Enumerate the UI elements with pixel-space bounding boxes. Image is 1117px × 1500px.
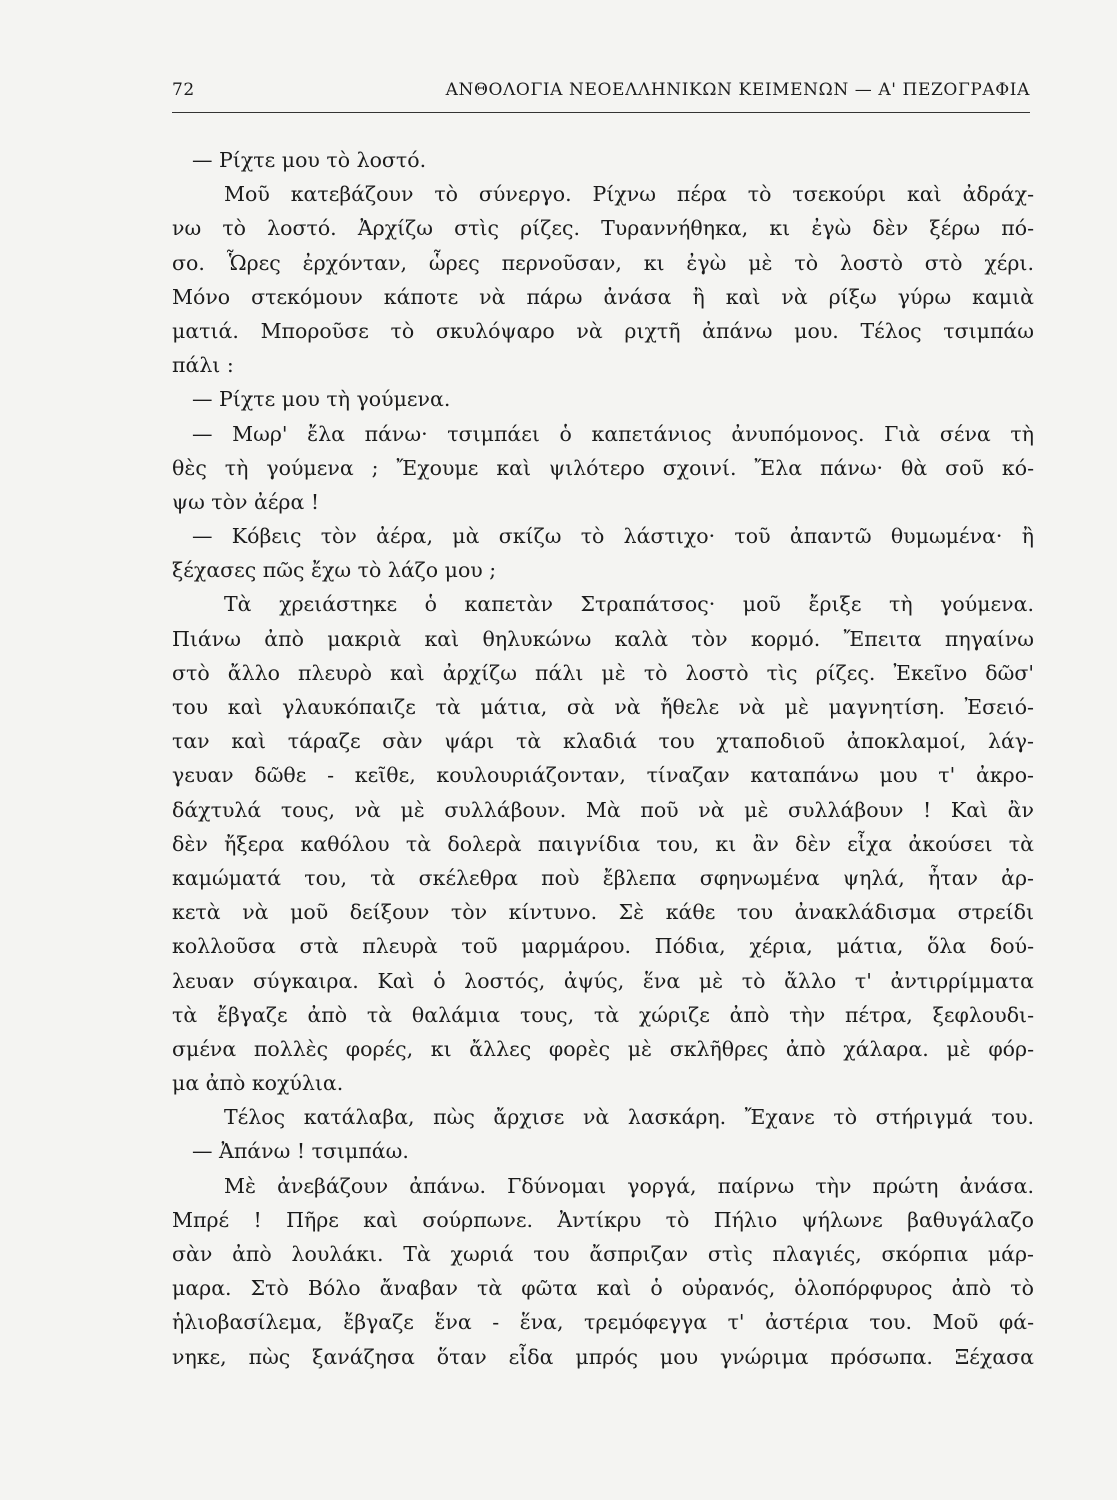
text-line: ματιά. Μποροῦσε τὸ σκυλόψαρο νὰ ριχτῆ ἀπάνω μου. Τέλος τσιμπάω (172, 318, 1034, 343)
text-line: ἡλιοβασίλεμα, ἔβγαζε ἕνα - ἕνα, τρεμόφεγγα τ' ἀστέρια του. Μοῦ φά- (172, 1310, 1034, 1335)
text-line: καμώματά του, τὰ σκέλεθρα ποὺ ἔβλεπα σφηνωμένα ψηλά, ἦταν ἀρ- (172, 865, 1034, 890)
page-header (172, 80, 1030, 110)
text-line: — Ρίχτε μου τὴ γούμενα. (192, 387, 451, 412)
text-line: μαρα. Στὸ Βόλο ἄναβαν τὰ φῶτα καὶ ὁ οὐρανός, ὁλοπόρφυρος ἀπὸ τὸ (172, 1276, 1034, 1301)
text-line: — Ἀπάνω ! τσιμπάω. (192, 1139, 409, 1164)
text-line: Μοῦ κατεβάζουν τὸ σύνεργο. Ρίχνω πέρα τὸ τσεκούρι καὶ ἀδράχ- (224, 182, 1034, 207)
text-line: γευαν δῶθε - κεῖθε, κουλουριάζονταν, τίναζαν καταπάνω μου τ' ἀκρο- (172, 763, 1034, 788)
text-line: δάχτυλά τους, νὰ μὲ συλλάβουν. Μὰ ποῦ νὰ μὲ συλλάβουν ! Καὶ ἂν (172, 797, 1034, 822)
text-line: σμένα πολλὲς φορές, κι ἄλλες φορὲς μὲ σκλῆθρες ἀπὸ χάλαρα. μὲ φόρ- (172, 1036, 1034, 1061)
text-line: Τέλος κατάλαβα, πὼς ἄρχισε νὰ λασκάρη. Ἔχανε τὸ στήριγμά του. (224, 1105, 1034, 1130)
text-line: — Μωρ' ἔλα πάνω· τσιμπάει ὁ καπετάνιος ἀνυπόμονος. Γιὰ σένα τὴ (192, 421, 1034, 446)
text-line: — Κόβεις τὸν ἀέρα, μὰ σκίζω τὸ λάστιχο· τοῦ ἀπαντῶ θυμωμένα· ἢ (192, 524, 1034, 549)
text-line: νηκε, πὼς ξανάζησα ὅταν εἶδα μπρός μου γνώριμα πρόσωπα. Ξέχασα (172, 1344, 1034, 1369)
text-line: — Ρίχτε μου τὸ λοστό. (192, 148, 427, 172)
text-line: σο. Ὧρες ἐρχόνταν, ὧρες περνοῦσαν, κι ἐγὼ μὲ τὸ λοστὸ στὸ χέρι. (172, 250, 1034, 275)
text-line: ξέχασες πῶς ἔχω τὸ λάζο μου ; (172, 558, 497, 583)
text-line: δὲν ἤξερα καθόλου τὰ δολερὰ παιγνίδια του, κι ἂν δὲν εἶχα ἀκούσει τὰ (172, 831, 1034, 856)
text-line: κετὰ νὰ μοῦ δείξουν τὸν κίντυνο. Σὲ κάθε του ἀνακλάδισμα στρείδι (172, 900, 1034, 925)
text-line: στὸ ἄλλο πλευρὸ καὶ ἀρχίζω πάλι μὲ τὸ λοστὸ τὶς ρίζες. Ἐκεῖνο δῶσ' (172, 660, 1034, 685)
page-number: 72 (172, 80, 195, 100)
text-line: πάλι : (172, 353, 234, 378)
text-line: ψω τὸν ἀέρα ! (172, 489, 320, 514)
text-line: κολλοῦσα στὰ πλευρὰ τοῦ μαρμάρου. Πόδια, χέρια, μάτια, ὅλα δού- (172, 934, 1034, 959)
text-line: του καὶ γλαυκόπαιζε τὰ μάτια, σὰ νὰ ἤθελε νὰ μὲ μαγνητίση. Ἐσειό- (172, 695, 1034, 719)
text-line: νω τὸ λοστό. Ἀρχίζω στὶς ρίζες. Τυραννήθηκα, κι ἐγὼ δὲν ξέρω πό- (172, 216, 1034, 241)
text-line: Πιάνω ἀπὸ μακριὰ καὶ θηλυκώνω καλὰ τὸν κορμό. Ἔπειτα πηγαίνω (172, 626, 1034, 651)
running-title: ΑΝΘΟΛΟΓΙΑ ΝΕΟΕΛΛΗΝΙΚΩΝ ΚΕΙΜΕΝΩΝ — Α' ΠΕΖΟΓΡΑΦΙΑ (445, 80, 1030, 100)
text-line: τὰ ἔβγαζε ἀπὸ τὰ θαλάμια τους, τὰ χώριζε ἀπὸ τὴν πέτρα, ξεφλουδι- (172, 1002, 1034, 1027)
text-line: θὲς τὴ γούμενα ; Ἔχουμε καὶ ψιλότερο σχοινί. Ἔλα πάνω· θὰ σοῦ κό- (172, 455, 1034, 480)
text-line: σὰν ἀπὸ λουλάκι. Τὰ χωριά του ἄσπριζαν στὶς πλαγιές, σκόρπια μάρ- (172, 1242, 1034, 1266)
text-line: μα ἀπὸ κοχύλια. (172, 1071, 344, 1096)
body-text (172, 143, 1034, 1374)
text-line: Τὰ χρειάστηκε ὁ καπετὰν Στραπάτσος· μοῦ ἔριξε τὴ γούμενα. (224, 592, 1034, 617)
text-line: λευαν σύγκαιρα. Καὶ ὁ λοστός, ἀψύς, ἕνα μὲ τὸ ἄλλο τ' ἀντιρρίμματα (172, 968, 1034, 993)
text-line: Μπρέ ! Πῆρε καὶ σούρπωνε. Ἀντίκρυ τὸ Πήλιο ψήλωνε βαθυγάλαζο (172, 1207, 1034, 1232)
text-line: ταν καὶ τάραζε σὰν ψάρι τὰ κλαδιά του χταποδιοῦ ἀποκλαμοί, λάγ- (172, 729, 1034, 754)
text-line: Μόνο στεκόμουν κάποτε νὰ πάρω ἀνάσα ἢ καὶ νὰ ρίξω γύρω καμιὰ (172, 284, 1034, 309)
header-rule (172, 112, 1030, 113)
text-line: Μὲ ἀνεβάζουν ἀπάνω. Γδύνομαι γοργά, παίρνω τὴν πρώτη ἀνάσα. (224, 1173, 1034, 1198)
